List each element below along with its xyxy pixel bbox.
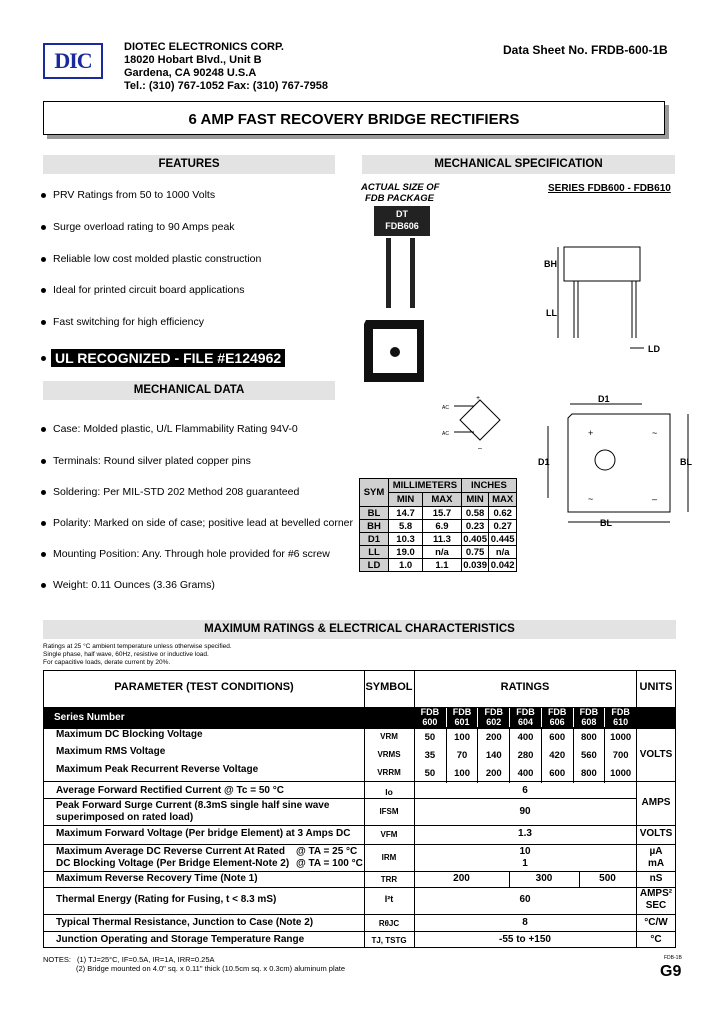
bullet-icon [41,288,46,293]
actual-size-caption: ACTUAL SIZE OF FDB PACKAGE [361,182,440,204]
col-param-header: PARAMETER (TEST CONDITIONS) [114,681,294,693]
bh-label: BH [544,259,557,269]
ll-label: LL [546,308,557,318]
thermal-resistance-unit: °C/W [644,917,668,928]
mech-data-item: Weight: 0.11 Ounces (3.36 Grams) [41,579,215,591]
value-reverse-current: 10 1 [519,846,531,869]
notes-label: NOTES: [43,955,71,964]
series-column-604: FDB 604 [509,708,541,727]
voltage-value-cell: 50 [424,732,436,743]
page-title: 6 AMP FAST RECOVERY BRIDGE RECTIFIERS [188,111,520,128]
dimension-table [359,478,517,572]
table-row: LL 19.0 n/a 0.75 n/a [360,546,517,559]
ac-label-2: AC [442,431,449,437]
divider [44,887,675,888]
address-line-1: 18020 Hobart Blvd., Unit B [124,54,262,66]
symbol-trr: TRR [380,875,398,884]
features-heading: FEATURES [43,155,335,174]
param-forward-voltage: Maximum Forward Voltage (Per bridge Element) at 3 Amps DC [56,828,351,839]
symbol-tj-tstg: TJ, TSTG [371,936,407,945]
company-block [124,41,328,93]
bl-side-label: BL [680,457,692,467]
value-thermal-energy: 60 [519,894,531,905]
dim-header-in: INCHES [461,479,516,493]
series-columns [414,708,636,728]
series-column-608: FDB 608 [573,708,605,727]
side-dimension-drawing [540,240,680,360]
bullet-icon [41,552,46,557]
package-label-line-2: FDB606 [385,221,419,231]
bullet-icon [41,257,46,262]
col-symbol-header: SYMBOL [365,681,413,693]
page-number: G9 [660,963,682,980]
mech-data-item: Soldering: Per MIL-STD 202 Method 208 guaranteed [41,486,299,498]
param-surge: Peak Forward Surge Current (8.3mS single half sine wave superimposed on rated load) [56,800,330,823]
mech-spec-heading: MECHANICAL SPECIFICATION [362,155,675,174]
param-peak-recurrent: Maximum Peak Recurrent Reverse Voltage [56,764,259,775]
value-avg-current: 6 [522,785,528,796]
dim-header-max: MAX [489,493,517,507]
dc-minus-label: – [478,445,482,452]
voltage-value-cell: 1000 [604,729,636,747]
feature-item: PRV Ratings from 50 to 1000 Volts [41,189,215,201]
symbol-i2t: I²t [384,894,394,904]
logo-text: DIC [54,48,92,73]
voltage-value-cell: 200 [477,765,509,783]
mech-data-heading: MECHANICAL DATA [43,381,335,400]
voltage-value-cell: 70 [446,747,478,765]
vf-unit: VOLTS [639,828,673,839]
reverse-current-conditions: @ TA = 25 °C @ TA = 100 °C [296,846,363,869]
note-2: (2) Bridge mounted on 4.0" sq. x 0.11" thick (10.5cm sq. x 0.3cm) aluminum plate [76,964,346,973]
datasheet-number: Data Sheet No. FRDB-600-1B [503,43,668,57]
company-logo [43,43,103,79]
series-column-602: FDB 602 [477,708,509,727]
symbol-rthjc: RθJC [378,919,400,928]
divider [44,798,636,799]
table-row: D1 10.3 11.3 0.405 0.445 [360,533,517,546]
bullet-icon [41,225,46,230]
divider [44,781,675,782]
package-side-view [360,200,450,310]
symbol-vrm: VRM [380,732,398,741]
voltage-value-cell: 35 [424,750,436,761]
d1-side-label: D1 [538,457,550,467]
bridge-circuit-symbol [440,396,520,452]
param-reverse-current: Maximum Average DC Reverse Current At Rated DC Blocking Voltage (Per Bridge Element-Note 2) [56,846,290,869]
feature-item: Reliable low cost molded plastic construction [41,253,261,265]
bullet-icon [41,193,46,198]
symbol-ifsm: IFSM [379,807,399,816]
voltage-value-cell: 140 [477,747,509,765]
top-dimension-drawing [532,390,702,530]
trr-value-3: 500 [599,873,616,884]
param-thermal-energy: Thermal Energy (Rating for Fusing, t < 8.3 mS) [56,894,277,905]
series-label: SERIES FDB600 - FDB610 [548,183,671,194]
pin-left [386,238,391,308]
trr-unit: nS [649,873,663,884]
col-units-header: UNITS [639,681,673,693]
divider [44,844,675,845]
symbol-irm: IRM [381,853,397,862]
mech-data-item: Terminals: Round silver plated copper pins [41,455,251,467]
temperature-unit: °C [650,934,662,945]
voltage-value-cell: 800 [573,729,605,747]
divider [44,931,675,932]
footer-code: FDB-1B [664,955,682,961]
value-temperature-range: -55 to +150 [499,934,551,945]
ratings-heading: MAXIMUM RATINGS & ELECTRICAL CHARACTERISTICS [43,620,676,639]
symbol-vfm: VFM [380,830,398,839]
title-box [43,101,665,135]
voltage-value-cell: 600 [541,765,573,783]
ld-label: LD [648,344,660,354]
voltage-value-cell: 280 [509,747,541,765]
series-label: Series Number [54,712,125,723]
dim-header-sym: SYM [360,479,389,507]
bullet-icon [41,427,46,432]
contact-line: Tel.: (310) 767-1052 Fax: (310) 767-7958 [124,80,329,92]
bullet-icon [41,583,46,588]
voltage-value-cell: 560 [573,747,605,765]
dim-header-mm: MILLIMETERS [389,479,462,493]
pin-tilde-mark-1: ~ [652,428,658,438]
symbol-vrrm: VRRM [377,768,401,777]
param-thermal-resistance: Typical Thermal Resistance, Junction to Case (Note 2) [56,917,314,928]
voltage-value-cell: 400 [509,765,541,783]
col-ratings-header: RATINGS [500,681,550,693]
ul-recognized-line [41,350,285,368]
thermal-energy-unit: AMPS² SEC [639,888,673,911]
table-row: BL 14.7 15.7 0.58 0.62 [360,507,517,520]
footnotes [43,955,345,973]
trr-value-2: 300 [535,873,553,884]
ratings-notes: Ratings at 25 °C ambient temperature unless otherwise specified. Single phase, half wave, 60Hz, resistive or inductive load. For capacitive loads, derate current by 20%. [43,643,232,666]
feature-item: Surge overload rating to 90 Amps peak [41,221,235,233]
divider [44,825,675,826]
company-name: DIOTEC ELECTRONICS CORP. [124,41,284,53]
series-column-601: FDB 601 [446,708,478,727]
package-label-line-1: DT [396,209,408,219]
divider [44,914,675,915]
bullet-icon [41,356,46,361]
dim-header-min: MIN [389,493,423,507]
pin-plus-mark: + [588,428,594,438]
pin-right [410,238,415,308]
value-forward-voltage: 1.3 [518,828,532,839]
symbol-io: Io [385,787,393,797]
series-column-600: FDB 600 [420,707,440,727]
pin-minus-mark: – [652,494,658,504]
mech-data-item: Mounting Position: Any. Through hole provided for #6 screw [41,548,330,560]
voltage-value-cell: 800 [573,765,605,783]
voltage-value-cell: 100 [446,765,478,783]
value-surge: 90 [519,806,531,817]
table-row: LD 1.0 1.1 0.039 0.042 [360,559,517,572]
dim-header-min: MIN [461,493,489,507]
voltage-value-cell: 200 [477,729,509,747]
voltage-value-cell: 50 [424,768,436,779]
series-column-606: FDB 606 [541,708,573,727]
trr-value-1: 200 [453,873,470,884]
bullet-icon [41,459,46,464]
bullet-icon [41,320,46,325]
mech-data-item: Case: Molded plastic, U/L Flammability Rating 94V-0 [41,423,298,435]
feature-item: Fast switching for high efficiency [41,316,204,328]
voltage-value-cell: 700 [604,747,636,765]
voltage-values [414,729,636,783]
ratings-table [43,670,676,948]
param-rms: Maximum RMS Voltage [56,746,166,757]
value-thermal-resistance: 8 [522,917,528,928]
feature-item: Ideal for printed circuit board applications [41,284,244,296]
dim-header-max: MAX [423,493,462,507]
address-line-2: Gardena, CA 90248 U.S.A [124,67,257,79]
ul-recognized-badge: UL RECOGNIZED - FILE #E124962 [51,349,285,367]
package-top-view [362,318,428,384]
table-row: BH 5.8 6.9 0.23 0.27 [360,520,517,533]
volts-unit: VOLTS [639,749,673,760]
bullet-icon [41,521,46,526]
ac-label-1: AC [442,405,449,411]
param-dc-blocking: Maximum DC Blocking Voltage [56,729,203,740]
param-avg-current: Average Forward Rectified Current @ Tc = 50 °C [56,785,284,796]
dc-plus-label: + [476,396,481,402]
voltage-value-cell: 1000 [604,765,636,783]
param-recovery-time: Maximum Reverse Recovery Time (Note 1) [56,873,258,884]
param-temperature-range: Junction Operating and Storage Temperature Range [56,934,305,945]
dimension-rows [360,507,517,572]
reverse-current-units: µA mA [647,846,665,869]
mech-data-item: Polarity: Marked on side of case; positive lead at bevelled corner [41,517,353,529]
pin-tilde-mark-2: ~ [588,494,594,504]
series-column-610: FDB 610 [604,708,636,727]
note-1: (1) TJ=25°C, IF=0.5A, IR=1A, IRR=0.25A [77,955,215,964]
d1-top-label: D1 [598,394,610,404]
voltage-value-cell: 420 [541,747,573,765]
symbol-vrms: VRMS [377,750,401,759]
drawing-body [564,247,640,281]
amps-unit: AMPS [641,797,671,808]
voltage-value-cell: 600 [541,729,573,747]
divider [44,871,675,872]
bullet-icon [41,490,46,495]
bl-bottom-label: BL [600,518,612,528]
voltage-value-cell: 100 [446,729,478,747]
voltage-value-cell: 400 [509,729,541,747]
mounting-hole [390,347,400,357]
